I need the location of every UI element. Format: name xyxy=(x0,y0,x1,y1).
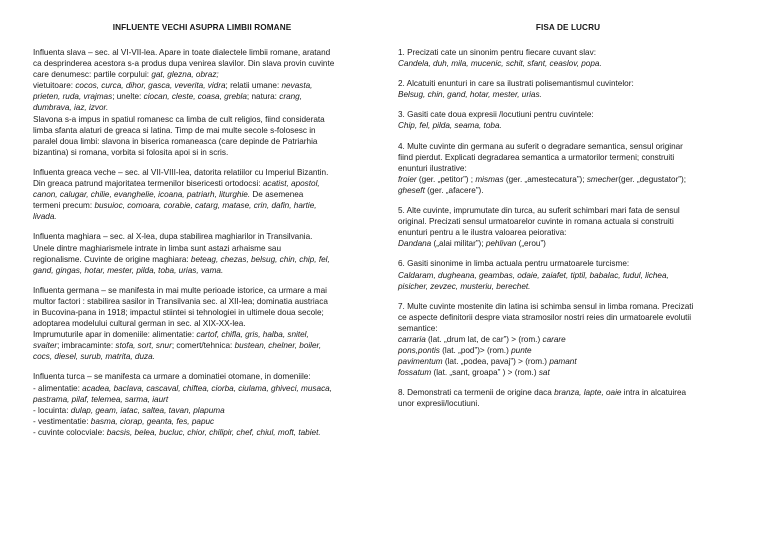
text-line xyxy=(398,238,738,249)
italic-term: pons,pontis xyxy=(398,346,440,356)
text-run: („erou”) xyxy=(516,239,546,249)
italic-term: basma, ciorap, geanta, fes, papuc xyxy=(90,416,215,426)
text-line xyxy=(398,152,738,163)
text-line xyxy=(398,270,738,281)
italic-term: Caldaram, dugheana, geambas, odaie, zaiafet, tiptil, babalac, fudul, lichea, xyxy=(398,270,669,280)
text-line xyxy=(33,254,371,265)
italic-term: Chip, fel, pilda, seama, toba. xyxy=(398,121,502,131)
text-line xyxy=(33,114,371,125)
text-line xyxy=(398,109,738,120)
text-line xyxy=(33,211,371,222)
exercise-8 xyxy=(398,387,738,409)
section-influenta-germana xyxy=(33,285,371,363)
text-run: in Bucovina-pana in 1918; impactul stiintei si tehnologiei in ultimele doua secole; xyxy=(33,307,324,317)
exercise-5 xyxy=(398,205,738,249)
text-run: Din greaca patrund majoritatea termenilor bisericesti ortodocsi: xyxy=(33,179,263,189)
italic-term: punte xyxy=(511,346,532,356)
italic-term: froier xyxy=(398,174,417,184)
text-run: ; relatii umane: xyxy=(225,81,282,91)
italic-term: bustean, chelner, boiler, xyxy=(234,341,322,351)
text-run: 1. Precizati cate un sinonim pentru fiecare cuvant slav: xyxy=(398,48,596,57)
text-line xyxy=(398,258,738,269)
section-influenta-turca xyxy=(33,371,371,438)
text-run: semantice: xyxy=(398,323,438,333)
text-line xyxy=(33,125,371,136)
left-column xyxy=(33,22,371,447)
text-run: 5. Alte cuvinte, imprumutate din turca, au suferit schimbari mari fata de sensul xyxy=(398,206,680,216)
section-influenta-greaca xyxy=(33,167,371,222)
text-run: vietuitoare: xyxy=(33,81,76,91)
text-run: unor expresii/locutiuni. xyxy=(398,399,480,409)
left-title: INFLUENTE VECHI ASUPRA LIMBII ROMANE xyxy=(112,23,292,32)
section-influenta-slava xyxy=(33,47,371,158)
text-run: (lat. „pod”)> (rom.) xyxy=(439,346,512,356)
text-line xyxy=(33,80,371,91)
text-line xyxy=(33,394,371,405)
italic-term: gheseft xyxy=(398,185,425,195)
text-run: - alimentatie: xyxy=(33,383,83,393)
text-line xyxy=(33,147,371,158)
exercise-7 xyxy=(398,301,738,379)
text-run: ce aspecte definitorii despre viata stramosilor nostri reies din urmatoarele evolutii xyxy=(398,312,692,322)
text-run: termeni precum: xyxy=(33,201,95,211)
text-line xyxy=(398,174,738,185)
italic-term: acatist, apostol, xyxy=(262,179,320,189)
text-line xyxy=(398,334,738,345)
text-run: regionalisme. Cuvinte de origine maghiara: xyxy=(33,254,191,264)
text-run: original. Precizati sensul urmatoarelor cuvinte in romana actuala si construiti xyxy=(398,217,674,227)
text-line xyxy=(33,329,371,340)
text-run: multor factori : stabilirea sasilor in Transilvania sec. al XII-lea; dominatia austriaca xyxy=(33,296,328,306)
text-line xyxy=(398,356,738,367)
italic-term: Candela, duh, mila, mucenic, schit, sfant, ceaslov, popa. xyxy=(398,59,602,69)
text-run: 8. Demonstrati ca termenii de origine daca xyxy=(398,388,555,398)
text-line xyxy=(33,91,371,102)
text-line xyxy=(33,383,371,394)
text-line xyxy=(398,89,738,100)
text-line xyxy=(33,200,371,211)
text-run: (ger. „afacere”). xyxy=(424,185,484,195)
text-line xyxy=(398,387,738,398)
text-line xyxy=(33,243,371,254)
italic-term: cocos, curca, dihor, gasca, veverita, vidra xyxy=(75,81,226,91)
text-run: ca desprinderea acestora s-a produs dupa venirea slavilor. Din slava provin cuvinte xyxy=(33,59,335,69)
text-line xyxy=(398,227,738,238)
text-line xyxy=(33,167,371,178)
text-run: limba sfanta alaturi de greaca si latina. Timp de mai multe secole s-folosesc in xyxy=(33,125,316,135)
exercise-1 xyxy=(398,47,738,69)
text-line xyxy=(33,136,371,147)
italic-term: bacsis, belea, bucluc, chior, chilipir, chef, chiul, moft, tabiet. xyxy=(106,427,321,437)
text-line xyxy=(398,185,738,196)
text-line xyxy=(398,301,738,312)
text-run: (lat. „sant, groapa” ) > (rom.) xyxy=(431,368,539,378)
italic-term: canon, calugar, chilie, evanghelie, icoana, patriarh, liturghie. xyxy=(33,190,251,200)
italic-term: crang, xyxy=(279,92,303,102)
italic-term: gand, gingas, hotar, mester, pilda, toba, urias, vama. xyxy=(33,265,224,275)
text-run: Unele dintre maghiarismele intrate in limba sunt astazi arhaisme sau xyxy=(33,243,282,253)
italic-term: fossatum xyxy=(398,368,432,378)
text-run: Influenta germana – se manifesta in mai multe perioade istorice, ca urmare a mai xyxy=(33,285,327,295)
text-line xyxy=(398,47,738,58)
italic-term: beteag, chezas, belsug, chin, chip, fel, xyxy=(190,254,330,264)
text-line xyxy=(33,231,371,242)
text-line xyxy=(33,416,371,427)
text-run: 3. Gasiti cate doua expresii /locutiuni pentru cuvintele: xyxy=(398,110,594,120)
text-line xyxy=(398,216,738,227)
text-line xyxy=(398,312,738,323)
text-line xyxy=(33,189,371,200)
italic-term: nevasta, xyxy=(281,81,313,91)
text-run: (ger. „petitor”) ; xyxy=(416,174,476,184)
text-run: („alai militar”); xyxy=(431,239,486,249)
exercise-2 xyxy=(398,78,738,100)
text-run: ; imbracaminte: xyxy=(57,341,116,351)
text-run: intra in alcatuirea xyxy=(621,388,687,398)
text-line xyxy=(33,307,371,318)
italic-term: sat xyxy=(538,368,550,378)
italic-term: pavimentum xyxy=(398,357,443,367)
text-run: enunturi pentru a le ilustra valoarea peiorativa: xyxy=(398,228,567,238)
text-line xyxy=(33,427,371,438)
italic-term: svaiter xyxy=(33,341,58,351)
text-run: 4. Multe cuvinte din germana au suferit o degradare semantica, sensul originar xyxy=(398,141,683,151)
italic-term: livada. xyxy=(33,212,57,222)
italic-term: mismas xyxy=(475,174,504,184)
text-line xyxy=(33,69,371,80)
italic-term: pamant xyxy=(549,357,577,367)
text-run: (ger. „amestecatura”); xyxy=(503,174,587,184)
text-run: (ger. „degustator”); xyxy=(618,174,687,184)
text-line xyxy=(33,47,371,58)
text-run: (lat. „drum lat, de car”) > (rom.) xyxy=(425,334,543,344)
text-line xyxy=(398,120,738,131)
text-run: bizantina) si romana, vorbita si folosita apoi si in scris. xyxy=(33,147,229,157)
text-run: 2. Alcatuiti enunturi in care sa ilustrati polisemantismul cuvintelor: xyxy=(398,79,634,89)
text-run: 7. Multe cuvinte mostenite din latina isi schimba sensul in limba romana. Precizati xyxy=(398,301,694,311)
text-run: enunturi ilustrative: xyxy=(398,163,467,173)
exercise-6 xyxy=(398,258,738,291)
text-line xyxy=(398,78,738,89)
text-run: ; natura: xyxy=(246,92,280,102)
section-influenta-maghiara xyxy=(33,231,371,275)
text-run: (lat. „podea, pavaj”) > (rom.) xyxy=(442,357,550,367)
text-line xyxy=(33,58,371,69)
text-run: adoptarea modelului cultural german in sec. al XIX-XX-lea. xyxy=(33,319,246,329)
text-run: Imprumuturile apar in domeniile: alimentatie: xyxy=(33,330,197,340)
worksheet-title: FISA DE LUCRU xyxy=(535,23,601,32)
text-line xyxy=(33,178,371,189)
text-line xyxy=(33,318,371,329)
text-line xyxy=(398,58,738,69)
text-line xyxy=(398,398,738,409)
text-run: care denumesc: partile corpului: xyxy=(33,70,152,80)
text-run: ; comert/tehnica: xyxy=(171,341,235,351)
italic-term: ciocan, cleste, coasa, grebla xyxy=(143,92,247,102)
text-run: Slavona s-a impus in spatiul romanesc ca limba de cult religios, fiind considerata xyxy=(33,114,325,124)
text-run: ; unelte: xyxy=(112,92,144,102)
italic-term: cocs, diesel, surub, matrita, duza. xyxy=(33,352,155,362)
italic-term: Belsug, chin, gand, hotar, mester, urias. xyxy=(398,90,542,100)
text-run: - cuvinte colocviale: xyxy=(33,427,107,437)
italic-term: stofa, sort, snur xyxy=(115,341,172,351)
text-line xyxy=(398,281,738,292)
text-run: 6. Gasiti sinonime in limba actuala pentru urmatoarele turcisme: xyxy=(398,259,630,269)
text-run: fiind pierdut. Explicati degradarea semantica a urmatorilor termeni; construiti xyxy=(398,152,675,162)
italic-term: Dandana xyxy=(398,239,432,249)
text-line xyxy=(33,340,371,351)
italic-term: busuioc, comoara, corabie, catarg, matase, crin, dafin, hartie, xyxy=(94,201,317,211)
text-run: De asemenea xyxy=(250,190,304,200)
italic-term: gat, glezna, obraz; xyxy=(151,70,219,80)
italic-term: carare xyxy=(542,334,566,344)
text-run: Influenta greaca veche – sec. al VII-VIII-lea, datorita relatiilor cu Imperiul Bizantin. xyxy=(33,167,329,177)
italic-term: carraria xyxy=(398,334,426,344)
italic-term: pisicher, zevzec, musteriu, berechet. xyxy=(398,281,531,291)
text-line xyxy=(398,323,738,334)
italic-term: branza, lapte, oaie xyxy=(554,388,622,398)
text-run: Influenta maghiara – sec. al X-lea, dupa stabilirea maghiarilor in Transilvania. xyxy=(33,232,313,242)
text-line xyxy=(398,141,738,152)
italic-term: cartof, chifla, gris, halba, snitel, xyxy=(196,330,309,340)
italic-term: dumbrava, iaz, izvor. xyxy=(33,103,109,113)
italic-term: pastrama, pilaf, telemea, sarma, iaurt xyxy=(33,394,169,404)
text-line xyxy=(33,265,371,276)
exercise-3 xyxy=(398,109,738,131)
text-line xyxy=(33,371,371,382)
text-run: - locuinta: xyxy=(33,405,71,415)
text-run: Influenta turca – se manifesta ca urmare a dominatiei otomane, in domeniile: xyxy=(33,372,311,382)
text-line xyxy=(33,351,371,362)
text-line xyxy=(33,285,371,296)
text-run: - vestimentatie: xyxy=(33,416,91,426)
text-line xyxy=(398,205,738,216)
text-run: Influenta slava – sec. al VI-VII-lea. Apare in toate dialectele limbii romane, aratand xyxy=(33,48,331,57)
text-line xyxy=(33,102,371,113)
text-line xyxy=(398,345,738,356)
italic-term: acadea, baclava, cascaval, chiftea, ciorba, ciulama, ghiveci, musaca, xyxy=(82,383,333,393)
text-run: paralel doua limbi: slavona in biserica romaneasca (care depinde de Patriarhia xyxy=(33,136,318,146)
italic-term: dulap, geam, iatac, saltea, tavan, plapuma xyxy=(70,405,225,415)
italic-term: smecher xyxy=(586,174,619,184)
right-column xyxy=(398,22,738,419)
text-line xyxy=(398,163,738,174)
italic-term: prieten, ruda, vrajmas xyxy=(33,92,113,102)
exercise-4 xyxy=(398,141,738,196)
text-line xyxy=(33,296,371,307)
italic-term: pehlivan xyxy=(485,239,517,249)
text-line xyxy=(33,405,371,416)
text-line xyxy=(398,367,738,378)
